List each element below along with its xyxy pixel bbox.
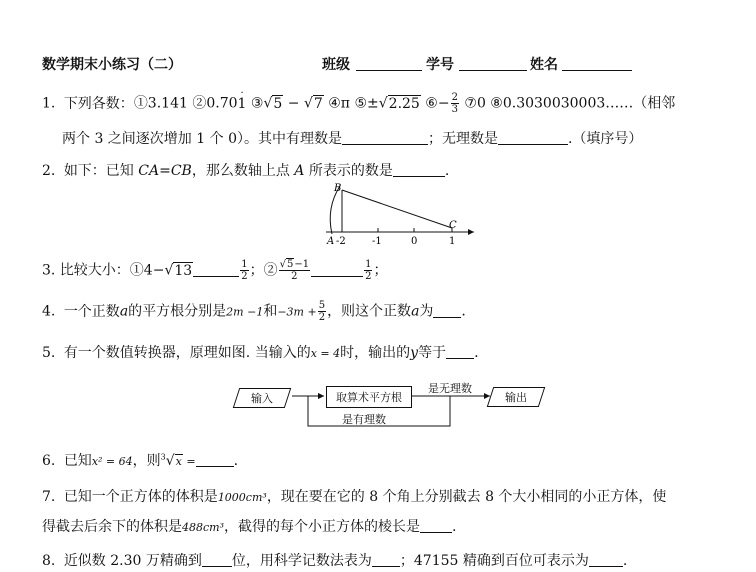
q1-rad-5: 5 — [273, 95, 283, 112]
question-2 — [42, 160, 449, 180]
q4-var-a: a — [411, 303, 420, 320]
student-no-label: 学号 — [426, 57, 454, 73]
q1-rad-7: 7 — [313, 95, 323, 112]
question-1-line-1: 1. 下列各数：①3.141 ②0.701 · ③√5 − √7 ④π ⑤±√2.25 ⑥− $\frac{2}{3}$ ⑦0 ⑧0.3030030003……（相邻 — [42, 87, 676, 115]
page-title: 数学期末小练习（二） — [42, 57, 182, 73]
frac-num: 5 — [318, 300, 326, 311]
tick-label: -1 — [372, 236, 382, 247]
question-6: 6. 已知x² = 64，则$^3$√x = . — [42, 452, 239, 469]
fraction-five-halves — [318, 300, 326, 323]
q5-end: . — [474, 345, 479, 361]
frac-den: 2 — [291, 271, 298, 282]
q1-lead: 下列各数： — [63, 95, 134, 112]
frac-den: 2 — [365, 271, 372, 282]
answer-field-round[interactable] — [589, 552, 623, 567]
question-1-line-2 — [62, 128, 642, 148]
frac-num: 1 — [365, 259, 372, 270]
q1-items-7-8: ⑦0 ⑧0.3030030003……（相邻 — [459, 95, 676, 112]
q2-eq: CA=CB — [138, 163, 192, 179]
question-7-line-2 — [42, 516, 456, 536]
question-number: 6. — [42, 453, 56, 469]
q4-text-b: 的平方根分别是 — [128, 303, 227, 320]
class-field[interactable] — [356, 56, 422, 71]
q4-text-d: ，则这个正数 — [327, 303, 412, 320]
frac-num: 2 — [451, 92, 458, 103]
number-line-figure — [318, 182, 478, 248]
name-label: 姓名 — [530, 57, 558, 73]
tick-label: 1 — [449, 236, 456, 247]
frac-den: 3 — [451, 104, 458, 115]
class-label: 班级 — [322, 57, 350, 73]
answer-field[interactable] — [420, 518, 452, 533]
q1-item-2-repeat: 1 — [237, 95, 247, 112]
q7-line2a: 得截去后余下的体积是 — [42, 519, 182, 535]
q1-item-6: ⑥− — [420, 95, 450, 112]
fraction-golden — [279, 259, 311, 282]
q7-line1b: ，现在要在它的 8 个角上分别截去 8 个大小相同的小正方体，使 — [266, 489, 667, 505]
rational-branch-label: 是有理数 — [342, 413, 386, 426]
answer-field-sci[interactable] — [372, 552, 400, 567]
tick-label: 0 — [411, 236, 418, 247]
q2-point-a: A — [294, 163, 305, 179]
question-number: 8. — [42, 553, 56, 569]
fraction-half — [364, 259, 372, 282]
question-number: 4. — [42, 303, 56, 320]
compare-field-1[interactable] — [193, 262, 239, 277]
q1-line2b: ；无理数是 — [427, 131, 498, 147]
q1-line2c: .（填序号） — [567, 131, 643, 147]
q1-line2a: 两个 3 之间逐次增加 1 个 0）。其中有理数是 — [62, 131, 342, 147]
question-number: 2. — [42, 163, 56, 179]
q1-rad-225: 2.25 — [388, 95, 420, 112]
repeating-digit — [237, 87, 247, 112]
question-4 — [42, 300, 466, 323]
input-label: 输入 — [251, 392, 273, 405]
fraction — [451, 92, 459, 115]
process-node: 取算术平方根 — [326, 386, 412, 408]
question-8 — [42, 550, 627, 570]
q7-end: . — [452, 519, 457, 535]
q6-text-b: ，则 — [132, 453, 161, 469]
q3-rad-13: 13 — [174, 262, 193, 279]
answer-field[interactable] — [446, 344, 474, 359]
q6-text-c: = — [182, 455, 196, 468]
q4-end: . — [461, 303, 466, 320]
loop-arrow-head-icon — [318, 393, 324, 399]
q7-line1a: 已知一个正方体的体积是 — [63, 489, 218, 505]
q6-end: . — [233, 453, 239, 469]
q7-vol2: 488cm³ — [182, 521, 224, 534]
label-a: A — [327, 236, 335, 247]
q2-text-a: 如下：已知 — [63, 163, 139, 179]
segment-bc — [342, 190, 452, 228]
question-5 — [42, 342, 479, 362]
question-number: 5. — [42, 345, 56, 361]
q4-text-a: 一个正数 — [63, 303, 120, 320]
answer-field[interactable] — [433, 303, 461, 318]
question-number: 1. — [42, 95, 56, 112]
q3-num-tail: −1 — [294, 259, 310, 270]
q1-item-2: ②0.70 — [192, 95, 238, 112]
q8-end: . — [622, 553, 628, 569]
q8-text-c: ；47155 精确到百位可表示为 — [399, 553, 589, 569]
root-index: 3 — [160, 452, 166, 462]
q8-text-a: 近似数 2.30 万精确到 — [63, 553, 202, 569]
root-radicand: x — [175, 455, 182, 468]
frac-den: 2 — [318, 312, 326, 323]
answer-rational-field[interactable] — [342, 130, 428, 145]
answer-irrational-field[interactable] — [498, 130, 568, 145]
q4-expr1: 2m −1 — [226, 305, 264, 319]
q1-item-3: ③ — [250, 95, 264, 112]
q3-end: ； — [373, 262, 388, 279]
q5-cond: x = 4 — [310, 347, 341, 360]
student-no-field[interactable] — [459, 56, 527, 71]
fraction-half — [240, 259, 248, 282]
frac-num: √5−1 — [279, 259, 310, 270]
q6-text-a: 已知 — [63, 453, 92, 469]
compare-field-2[interactable] — [311, 262, 363, 277]
irrational-branch-label: 是无理数 — [428, 382, 472, 395]
q1-item-1: ①3.141 — [133, 95, 188, 112]
q5-text-a: 有一个数值转换器，原理如图. 当输入的 — [63, 345, 311, 361]
answer-field[interactable] — [196, 452, 234, 467]
q5-text-b: 时，输出的 — [340, 345, 411, 361]
q5-text-c: 等于 — [418, 345, 447, 361]
question-number: 7. — [42, 489, 56, 505]
tick-label: -2 — [336, 236, 346, 247]
label-b: B — [334, 183, 342, 194]
q8-text-b: 位，用科学记数法表为 — [231, 553, 372, 569]
q3-sep: ；② — [249, 262, 278, 279]
q6-eq: x² = 64 — [91, 455, 133, 468]
question-7-line-1 — [42, 486, 666, 506]
label-c: C — [449, 220, 457, 231]
answer-field[interactable] — [393, 162, 445, 177]
q4-text-c: 和 — [263, 303, 278, 320]
axis-arrow-icon — [468, 229, 474, 235]
q4-var-a: a — [119, 303, 129, 320]
repeat-dot-icon: · — [240, 87, 244, 99]
q7-line2b: ，截得的每个小正方体的棱长是 — [224, 519, 420, 535]
q1-items-4-5: ④π ⑤± — [323, 95, 379, 112]
output-label: 输出 — [505, 391, 527, 404]
answer-field-place[interactable] — [202, 552, 232, 567]
frac-num: 1 — [241, 259, 248, 270]
q7-vol1: 1000cm³ — [217, 491, 267, 504]
q3-rad-5: 5 — [286, 259, 294, 270]
q5-var-y: y — [410, 345, 419, 361]
q1-minus: − — [283, 95, 304, 112]
q2-end: . — [444, 163, 450, 179]
q4-expr2: −3m + — [277, 305, 317, 319]
input-node — [233, 388, 291, 408]
output-node — [487, 387, 545, 407]
q3-text-a: 3. 比较大小：①4− — [42, 262, 165, 279]
frac-den: 2 — [241, 271, 248, 282]
question-3: 3. 比较大小：①4−√13 $\frac{1}{2}$ ；② $\frac{√5-1}{2}$ $\frac{1}{2}$ ； — [42, 259, 388, 282]
name-field[interactable] — [562, 56, 632, 71]
q2-text-c: 所表示的数是 — [304, 163, 393, 179]
q2-text-b: ，那么数轴上点 — [191, 163, 295, 179]
q4-text-e: 为 — [419, 303, 434, 320]
